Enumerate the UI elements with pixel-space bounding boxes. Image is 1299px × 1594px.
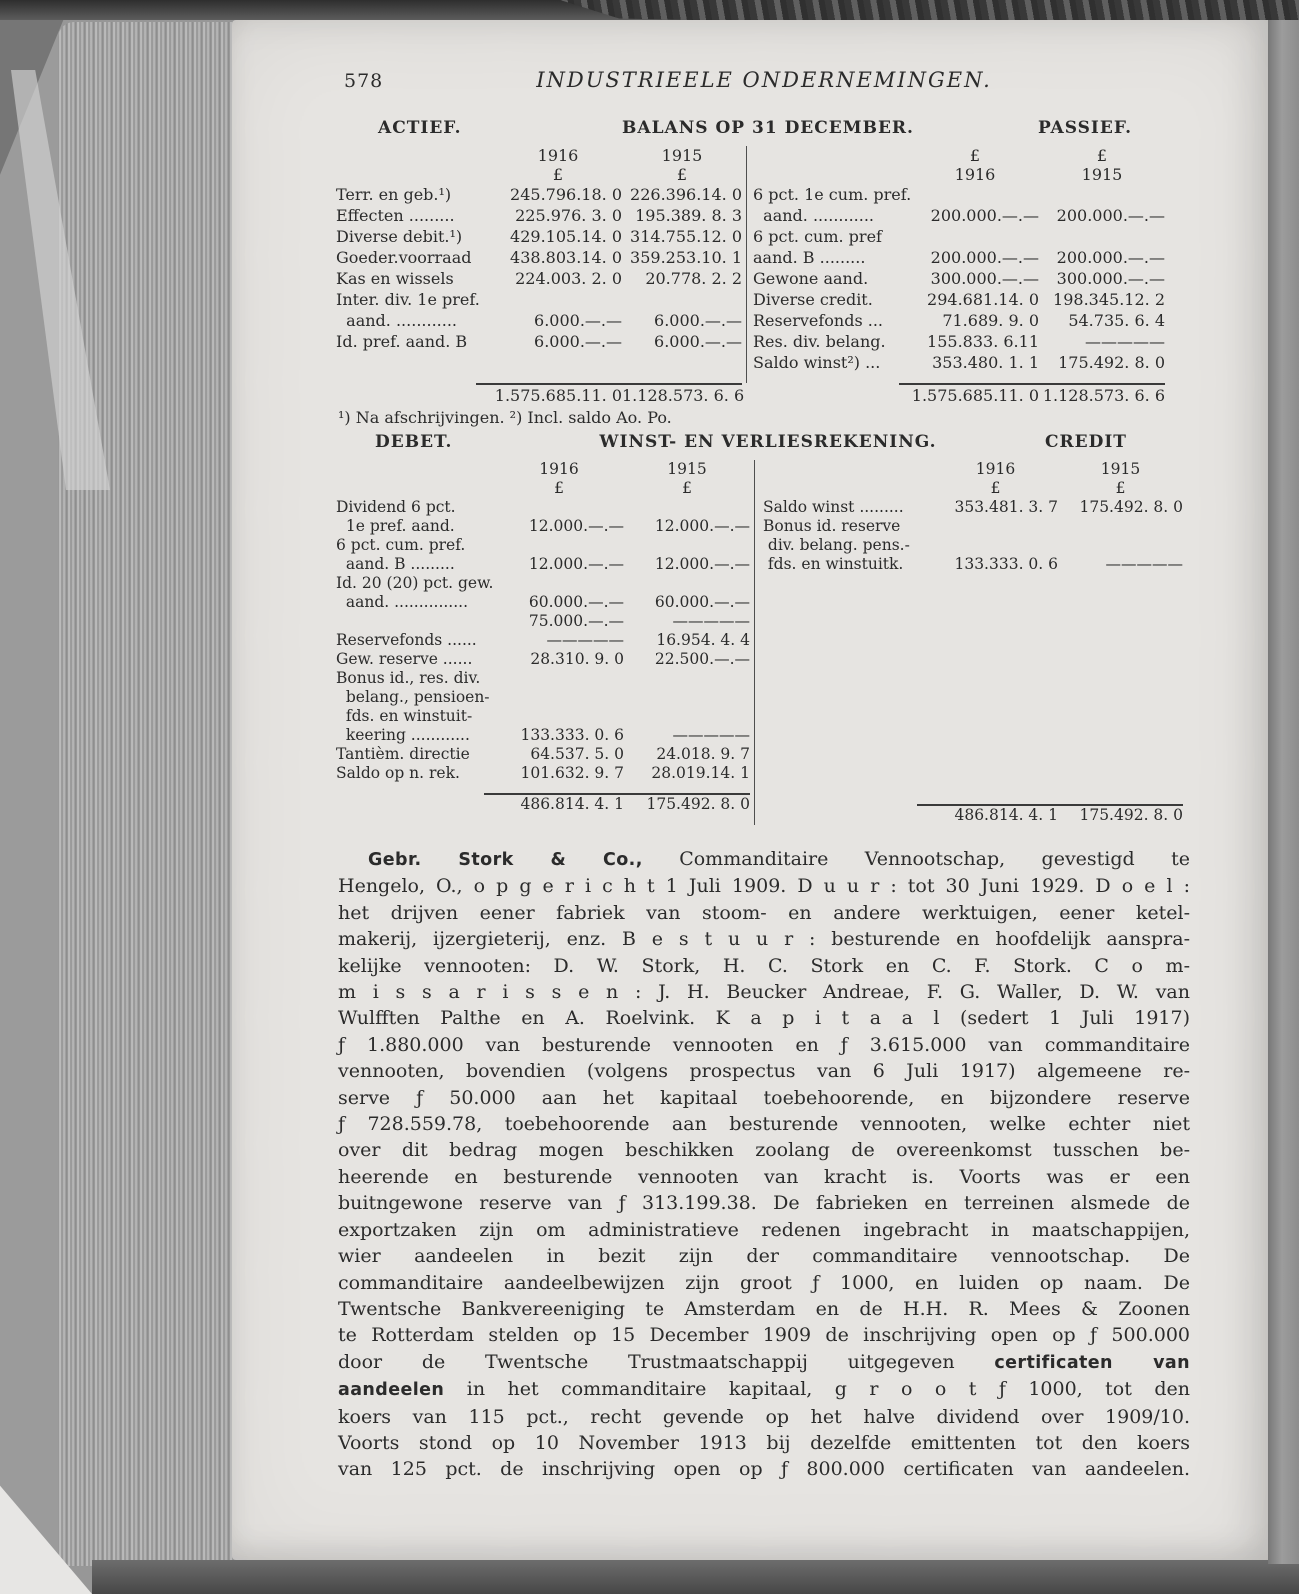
- cell-label: Effecten .........: [336, 206, 455, 225]
- balance-sheet-headings: [232, 118, 1268, 142]
- paragraph-line: ƒ 728.559.78, toebehoorende aan besturende vennooten, welke echter niet: [338, 1113, 1190, 1136]
- cell-1915: 54.735. 6. 4: [1068, 311, 1165, 330]
- paragraph-line: van 125 pct. de inschrijving open op ƒ 800.000 certificaten van aandeelen.: [338, 1458, 1190, 1481]
- cell-1916: 6.000.—.—: [534, 311, 622, 330]
- paragraph-line: ƒ 1.880.000 van besturende vennooten en ƒ 3.615.000 van commanditaire: [338, 1033, 1190, 1056]
- cell-1915: [1039, 184, 1165, 205]
- cell-1915: 300.000.—.—: [1056, 269, 1165, 288]
- paragraph-line: door de Twentsche Trustmaatschappij uitgegeven certificaten van: [338, 1350, 1190, 1373]
- cell-1916: [494, 289, 622, 310]
- cell-label: belang., pensioen-: [336, 688, 490, 706]
- cell-label: Id. pref. aand. B: [336, 332, 468, 351]
- cell-label: aand. B .........: [336, 555, 455, 573]
- cell-1916: [494, 669, 624, 688]
- cell-1916: [933, 517, 1058, 536]
- page-right-edge-shadow: [1268, 20, 1299, 1564]
- cell-1915: 359.253.10. 1: [630, 248, 742, 267]
- cell-label: Gewone aand.: [753, 269, 869, 288]
- cell-1915: 226.396.14. 0: [630, 185, 742, 204]
- paragraph-line: koers van 115 pct., recht gevende op het halve dividend over 1909/10.: [338, 1405, 1190, 1428]
- currency-symbol: £: [682, 479, 692, 497]
- cell-label: aand. B .........: [753, 248, 866, 267]
- cell-1916: 429.105.14. 0: [510, 227, 622, 246]
- year-header-row: [763, 460, 1183, 479]
- table-row: [336, 688, 750, 707]
- cell-1915: [622, 289, 742, 310]
- cell-label: Saldo winst .........: [763, 498, 904, 516]
- credit-table: [763, 460, 1183, 825]
- cell-1916: 353.480. 1. 1: [932, 353, 1039, 372]
- year-1916: 1916: [537, 146, 579, 165]
- total-rule: [753, 373, 1165, 385]
- cell-label: Res. div. belang.: [753, 332, 886, 351]
- cell-1915: 24.018. 9. 7: [656, 745, 750, 763]
- cell-label: Kas en wissels: [336, 269, 454, 288]
- cell-label: aand. ...............: [336, 593, 468, 611]
- cell-label: 6 pct. cum. pref.: [336, 536, 466, 554]
- profit-loss-headings: [232, 432, 1268, 456]
- page-title: INDUSTRIEELE ONDERNEMINGEN.: [536, 68, 992, 92]
- year-1915: 1915: [1100, 460, 1141, 478]
- cell-1916: 225.976. 3. 0: [515, 206, 622, 225]
- table-row: [763, 536, 1183, 555]
- cell-1916: 353.481. 3. 7: [954, 498, 1058, 516]
- paragraph-line: over dit bedrag mogen beschikken zoolang de overeenkomst tusschen be-: [338, 1139, 1190, 1162]
- paragraph-line: kelijke vennooten: D. W. Stork, H. C. Stork en C. F. Stork. C o m-: [338, 954, 1190, 977]
- cell-1915: 6.000.—.—: [654, 332, 742, 351]
- year-1915: 1915: [1081, 165, 1123, 184]
- paragraph-line: vennooten, bovendien (volgens prospectus van 6 Juli 1917) algemeene re-: [338, 1060, 1190, 1083]
- table-row: [336, 612, 750, 631]
- profit-loss-section: [232, 432, 1268, 825]
- cell-1915: [1039, 226, 1165, 247]
- cell-1916: 133.333. 0. 6: [954, 555, 1058, 573]
- cell-1915: 314.755.12. 0: [630, 227, 742, 246]
- cell-1915: 28.019.14. 1: [651, 764, 750, 782]
- table-row: [336, 669, 750, 688]
- table-row: [336, 226, 742, 247]
- passief-heading: PASSIEF.: [1038, 118, 1133, 138]
- cell-label: Reservefonds ...: [753, 311, 884, 330]
- cell-1916: 64.537. 5. 0: [530, 745, 624, 763]
- table-row: [763, 498, 1183, 517]
- table-row: [336, 331, 742, 352]
- currency-header-row: [336, 479, 750, 498]
- cell-1916: 294.681.14. 0: [927, 290, 1039, 309]
- year-header-row: [753, 165, 1165, 184]
- cell-label: fds. en winstuit-: [336, 707, 473, 725]
- table-row: [336, 289, 742, 310]
- cell-1915: 175.492. 8. 0: [1058, 353, 1165, 372]
- cell-label: [336, 612, 494, 631]
- table-row: [336, 555, 750, 574]
- cell-1916: 28.310. 9. 0: [530, 650, 624, 668]
- credit-heading: CREDIT: [1045, 432, 1127, 452]
- table-row: [336, 498, 750, 517]
- cell-label: Goeder.voorraad: [336, 248, 472, 267]
- table-row: [336, 247, 742, 268]
- paragraph-line: het drijven eener fabriek van stoom- en andere werktuigen, eener ketel-: [338, 901, 1190, 924]
- paragraph-line: heerende en besturende vennooten van kracht is. Voorts was er een: [338, 1165, 1190, 1188]
- cell-1916: —————: [546, 631, 624, 649]
- cell-label: Diverse credit.: [753, 290, 873, 309]
- cell-label: 6 pct. cum. pref: [753, 227, 882, 246]
- cell-label: Saldo op n. rek.: [336, 764, 460, 782]
- page-stack-edges: [58, 22, 234, 1566]
- currency-symbol: £: [676, 165, 688, 184]
- table-row: [763, 517, 1183, 536]
- book-bottom-edge: [92, 1560, 1299, 1594]
- cell-label: aand. ............: [336, 311, 457, 330]
- column-divider: [754, 460, 755, 825]
- cell-1915: 12.000.—.—: [654, 517, 750, 535]
- total-1916: 486.814. 4. 1: [954, 806, 1058, 824]
- total-1915: 1.128.573. 6. 6: [622, 386, 745, 405]
- footnotes: ¹) Na afschrijvingen. ²) Incl. saldo Ao. Po.: [338, 408, 672, 427]
- cell-label: Reservefonds ......: [336, 631, 477, 649]
- cell-1915: 12.000.—.—: [654, 555, 750, 573]
- balance-sheet-section: [232, 118, 1268, 406]
- actief-heading: ACTIEF.: [378, 118, 462, 138]
- cell-1916: [494, 707, 624, 726]
- cell-1916: [911, 226, 1039, 247]
- currency-symbol: £: [1115, 479, 1126, 497]
- actief-table: [336, 146, 745, 406]
- table-row: [336, 726, 750, 745]
- total-rule: [336, 783, 750, 795]
- total-1915: 175.492. 8. 0: [1079, 806, 1183, 824]
- cell-label: Bonus id., res. div.: [336, 669, 481, 687]
- table-row: [336, 631, 750, 650]
- year-1916: 1916: [539, 460, 579, 478]
- cell-1916: [911, 184, 1039, 205]
- cell-1916: 133.333. 0. 6: [520, 726, 624, 744]
- cell-label: Tantièm. directie: [336, 745, 470, 763]
- cell-1915: [624, 498, 750, 517]
- paragraph-line: Voorts stond op 10 November 1913 bij dezelfde emittenten tot den koers: [338, 1431, 1190, 1454]
- cell-label: Bonus id. reserve: [763, 517, 901, 535]
- debet-table: [336, 460, 750, 825]
- cell-1915: —————: [672, 612, 750, 630]
- currency-symbol: £: [990, 479, 1001, 497]
- table-row: [753, 205, 1165, 226]
- table-row: [753, 310, 1165, 331]
- cell-1916: 101.632. 9. 7: [520, 764, 624, 782]
- paragraph-line: te Rotterdam stelden op 15 December 1909 de inschrijving open op ƒ 500.000: [338, 1324, 1190, 1347]
- paragraph-line: Gebr. Stork & Co., Commanditaire Vennootschap, gevestigd te: [368, 848, 1190, 870]
- cell-label: 6 pct. 1e cum. pref.: [753, 185, 912, 204]
- table-row: [336, 536, 750, 555]
- table-row: [763, 555, 1183, 574]
- cell-label: keering ............: [336, 726, 470, 744]
- debet-heading: DEBET.: [375, 432, 453, 452]
- cell-1915: 20.778. 2. 2: [645, 269, 742, 288]
- table-row: [336, 707, 750, 726]
- paragraph-line: Twentsche Bankvereeniging te Amsterdam en de H.H. R. Mees & Zoonen: [338, 1297, 1190, 1320]
- winst-verlies-heading: WINST- EN VERLIESREKENING.: [599, 432, 937, 452]
- cell-1915: 6.000.—.—: [654, 311, 742, 330]
- total-rule: [763, 794, 1183, 806]
- year-1916: 1916: [975, 460, 1016, 478]
- table-row: [753, 289, 1165, 310]
- book-page: [232, 20, 1268, 1560]
- cell-1915: 200.000.—.—: [1056, 248, 1165, 267]
- total-row: [336, 795, 750, 814]
- cell-1915: [1058, 536, 1183, 555]
- cell-label: aand. ............: [753, 206, 874, 225]
- cell-1916: [494, 498, 624, 517]
- paragraph-line: serve ƒ 50.000 aan het kapitaal toebehoorende, en bijzondere reserve: [338, 1086, 1190, 1109]
- balance-sheet-columns: [232, 146, 1268, 406]
- cell-label: Inter. div. 1e pref.: [336, 290, 480, 309]
- company-name: Gebr. Stork & Co.,: [368, 850, 643, 870]
- cell-1916: [933, 536, 1058, 555]
- table-row: [336, 650, 750, 669]
- total-row: [763, 806, 1183, 825]
- year-1916: 1916: [954, 165, 996, 184]
- cell-label: Diverse debit.¹): [336, 227, 463, 246]
- cell-label: div. belang. pens.-: [763, 536, 910, 554]
- aandeelen-bold: aandeelen: [338, 1380, 445, 1401]
- table-row: [753, 268, 1165, 289]
- total-1916: 1.575.685.11. 0: [911, 386, 1039, 405]
- cell-1916: 155.833. 6.11: [927, 332, 1039, 351]
- table-row: [336, 268, 742, 289]
- cell-1915: [624, 536, 750, 555]
- cell-1916: [494, 574, 624, 593]
- year-1915: 1915: [661, 146, 703, 165]
- year-header-row: [336, 460, 750, 479]
- paragraph-line: buitngewone reserve van ƒ 313.199.38. De fabrieken en terreinen alsmede de: [338, 1192, 1190, 1215]
- cell-label: Terr. en geb.¹): [336, 185, 452, 204]
- table-row: [753, 352, 1165, 373]
- cell-1915: [624, 669, 750, 688]
- cell-1915: [624, 688, 750, 707]
- cell-1915: 198.345.12. 2: [1053, 290, 1165, 309]
- cell-1915: [624, 574, 750, 593]
- year-1915: 1915: [667, 460, 707, 478]
- total-1916: 1.575.685.11. 0: [494, 386, 622, 405]
- paragraph-line: exportzaken zijn om administratieve redenen ingebracht in maatschappijen,: [338, 1218, 1190, 1241]
- cell-1915: 16.954. 4. 4: [656, 631, 750, 649]
- cell-1915: —————: [1085, 332, 1165, 351]
- spacer: [763, 574, 1183, 794]
- cell-1915: —————: [1105, 555, 1183, 573]
- cell-1915: 22.500.—.—: [654, 650, 750, 668]
- profit-loss-columns: [232, 460, 1268, 825]
- paragraph-line: aandeelen in het commanditaire kapitaal, g r o o t ƒ 1000, tot den: [338, 1378, 1190, 1401]
- cell-1915: 195.389. 8. 3: [635, 206, 742, 225]
- cell-label: 1e pref. aand.: [336, 517, 455, 535]
- table-row: [336, 517, 750, 536]
- paragraph-line: makerij, ijzergieterij, enz. B e s t u u r : besturende en hoofdelijk aanspra-: [338, 928, 1190, 951]
- cell-1915: 175.492. 8. 0: [1079, 498, 1183, 516]
- table-row: [336, 310, 742, 331]
- paragraph-line: wier aandeelen in bezit zijn der commanditaire vennootschap. De: [338, 1245, 1190, 1268]
- cell-1915: —————: [672, 726, 750, 744]
- total-1915: 175.492. 8. 0: [646, 795, 750, 813]
- cell-1916: [494, 688, 624, 707]
- total-rule: [336, 373, 742, 385]
- currency-symbol: £: [1096, 146, 1108, 165]
- cell-1915: 200.000.—.—: [1056, 206, 1165, 225]
- page-header: [338, 68, 1190, 96]
- cell-1916: 12.000.—.—: [528, 555, 624, 573]
- currency-header-row: [336, 165, 742, 184]
- total-1916: 486.814. 4. 1: [520, 795, 624, 813]
- cell-1916: 12.000.—.—: [528, 517, 624, 535]
- cell-1916: 200.000.—.—: [930, 248, 1039, 267]
- currency-symbol: £: [552, 165, 564, 184]
- balans-heading: BALANS OP 31 DECEMBER.: [622, 118, 914, 138]
- table-row: [336, 205, 742, 226]
- currency-header-row: [753, 146, 1165, 165]
- cell-label: Saldo winst²) ...: [753, 353, 881, 372]
- currency-symbol: £: [554, 479, 564, 497]
- currency-header-row: [763, 479, 1183, 498]
- page-number: 578: [344, 70, 384, 92]
- paragraph-line: m i s s a r i s s e n : J. H. Beucker Andreae, F. G. Waller, D. W. van: [338, 981, 1190, 1004]
- table-row: [753, 226, 1165, 247]
- cell-1915: [624, 707, 750, 726]
- total-row: [753, 385, 1165, 406]
- cell-label: Gew. reserve ......: [336, 650, 473, 668]
- cell-1916: 245.796.18. 0: [510, 185, 622, 204]
- cell-1916: 6.000.—.—: [534, 332, 622, 351]
- cell-1915: [1058, 517, 1183, 536]
- cell-1916: [494, 536, 624, 555]
- table-row: [753, 331, 1165, 352]
- cell-1916: 200.000.—.—: [930, 206, 1039, 225]
- currency-symbol: £: [969, 146, 981, 165]
- cell-1916: 224.003. 2. 0: [515, 269, 622, 288]
- passief-table: [753, 146, 1165, 406]
- cell-1916: 71.689. 9. 0: [942, 311, 1039, 330]
- cell-1916: 60.000.—.—: [528, 593, 624, 611]
- column-divider: [746, 146, 747, 383]
- table-row: [336, 574, 750, 593]
- cell-label: Dividend 6 pct.: [336, 498, 456, 516]
- cell-1915: 60.000.—.—: [654, 593, 750, 611]
- cell-1916: 75.000.—.—: [528, 612, 624, 630]
- spacer: [336, 352, 742, 373]
- certificaten-bold: certificaten van: [994, 1352, 1190, 1373]
- table-row: [336, 184, 742, 205]
- table-row: [336, 745, 750, 764]
- total-row: [336, 385, 745, 406]
- cell-1916: 438.803.14. 0: [510, 248, 622, 267]
- total-1915: 1.128.573. 6. 6: [1042, 386, 1165, 405]
- company-article: [338, 846, 1190, 1483]
- paragraph-line: Hengelo, O., o p g e r i c h t 1 Juli 1909. D u u r : tot 30 Juni 1929. D o e l :: [338, 875, 1190, 898]
- table-row: [753, 247, 1165, 268]
- cell-1916: 300.000.—.—: [930, 269, 1039, 288]
- paragraph-line: commanditaire aandeelbewijzen zijn groot ƒ 1000, en luiden op naam. De: [338, 1271, 1190, 1294]
- table-row: [753, 184, 1165, 205]
- year-header-row: [336, 146, 742, 165]
- cell-label: Id. 20 (20) pct. gew.: [336, 574, 494, 592]
- table-row: [336, 593, 750, 612]
- cell-label: fds. en winstuitk.: [763, 555, 904, 573]
- table-row: [336, 764, 750, 783]
- paragraph-line: Wulfften Palthe en A. Roelvink. K a p i t a a l (sedert 1 Juli 1917): [338, 1007, 1190, 1030]
